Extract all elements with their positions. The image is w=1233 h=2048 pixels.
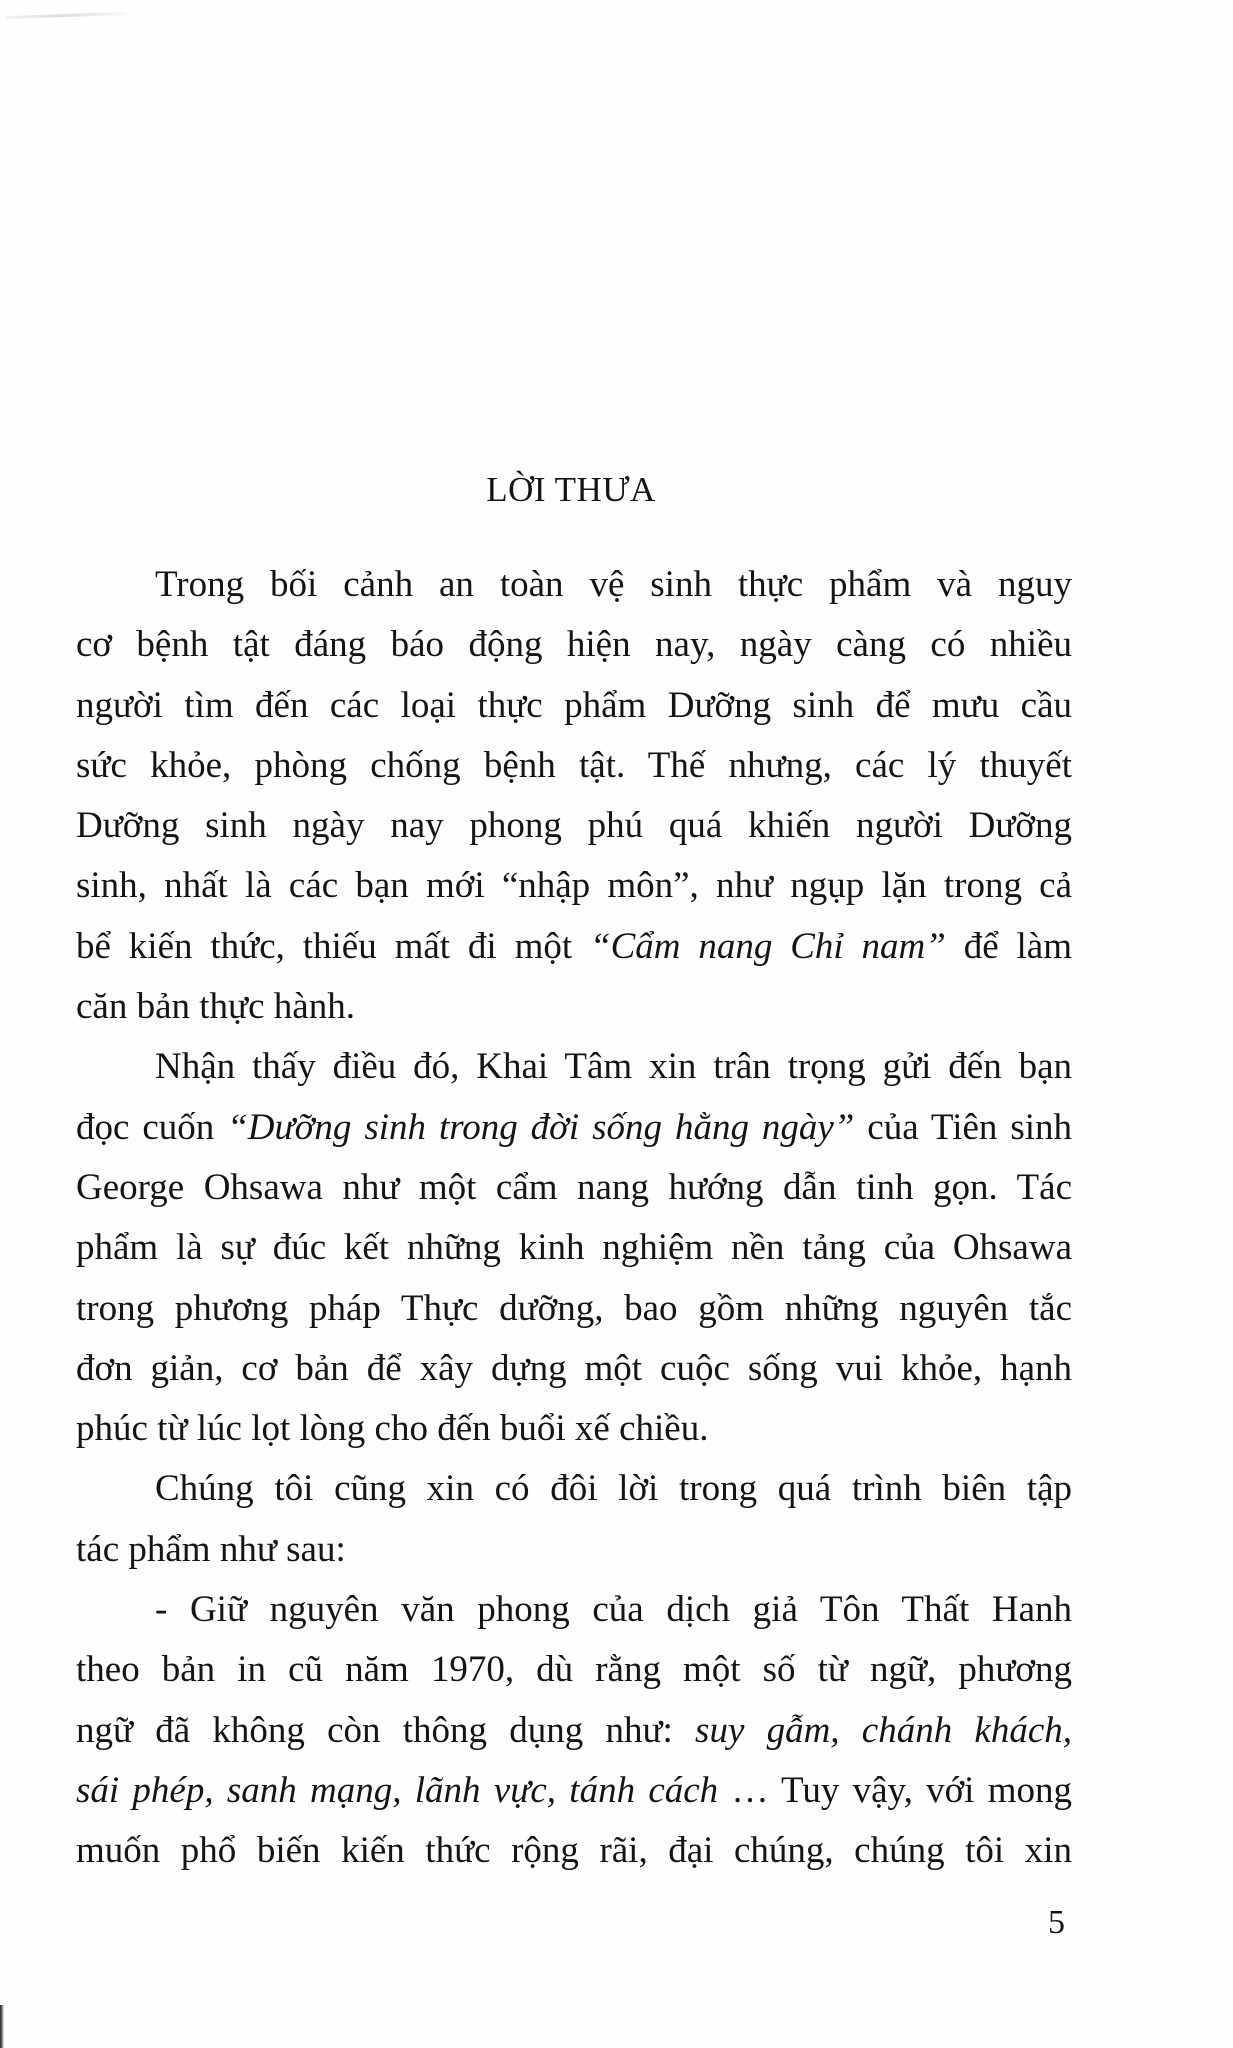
text-line xyxy=(76,1640,1072,1700)
text-run: George Ohsawa như một cẩm nang hướng dẫn tinh gọn. Tác xyxy=(76,1166,1072,1208)
text-run: Trong bối cảnh an toàn vệ sinh thực phẩm và nguy xyxy=(155,564,1072,605)
text-line xyxy=(76,1580,1072,1640)
text-run: muốn phổ biến kiến thức rộng rãi, đại chúng, chúng tôi xin xyxy=(76,1830,1072,1872)
text-line xyxy=(76,1218,1072,1278)
text-run: để làm xyxy=(945,925,1073,967)
page-number: 5 xyxy=(1048,1904,1065,1941)
text-line xyxy=(76,1761,1072,1821)
text-run: Chúng tôi cũng xin có đôi lời trong quá trình biên tập xyxy=(155,1468,1072,1510)
text-run: tác phẩm như sau: xyxy=(76,1528,346,1570)
text-run: phúc từ lúc lọt lòng cho đến buổi xế chiều. xyxy=(76,1408,709,1450)
text-run: bể kiến thức, thiếu mất đi một xyxy=(76,925,591,967)
text-run: của Tiên sinh xyxy=(854,1106,1072,1148)
text-line xyxy=(76,1098,1072,1158)
text-line xyxy=(76,676,1072,736)
text-line xyxy=(76,1037,1072,1097)
text-run: - Giữ nguyên văn phong của dịch giả Tôn Thất Hanh xyxy=(155,1589,1072,1631)
text-run: đơn giản, cơ bản để xây dựng một cuộc sống vui khỏe, hạnh xyxy=(76,1347,1072,1389)
text-line xyxy=(76,856,1072,916)
text-line xyxy=(76,796,1072,856)
text-run: … Tuy vậy, với mong xyxy=(718,1769,1072,1811)
text-line xyxy=(76,736,1072,796)
text-line xyxy=(76,555,1072,615)
text-run: đọc cuốn xyxy=(76,1106,228,1148)
text-line xyxy=(76,615,1072,675)
italic-text: “Cẩm nang Chỉ nam” xyxy=(590,925,946,967)
scan-edge-shadow xyxy=(0,2005,4,2048)
text-run: theo bản in cũ năm 1970, dù rằng một số từ ngữ, phương xyxy=(76,1649,1072,1691)
text-run: sức khỏe, phòng chống bệnh tật. Thế nhưng, các lý thuyết xyxy=(76,744,1072,786)
text-run: căn bản thực hành. xyxy=(76,986,355,1028)
text-line xyxy=(76,1399,1072,1459)
text-run: phẩm là sự đúc kết những kinh nghiệm nền tảng của Ohsawa xyxy=(76,1227,1072,1269)
text-run: người tìm đến các loại thực phẩm Dưỡng sinh để mưu cầu xyxy=(76,684,1072,726)
text-line xyxy=(76,1520,1072,1580)
italic-text: sái phép, sanh mạng, lãnh vực, tánh cách xyxy=(76,1769,719,1811)
text-run: Nhận thấy điều đó, Khai Tâm xin trân trọng gửi đến bạn xyxy=(155,1046,1072,1088)
body-text xyxy=(76,555,1072,1882)
italic-text: “Dưỡng sinh trong đời sống hằng ngày” xyxy=(227,1106,855,1148)
text-line xyxy=(76,917,1072,977)
text-run: Dưỡng sinh ngày nay phong phú quá khiến người Dưỡng xyxy=(76,805,1072,847)
text-line xyxy=(76,1279,1072,1339)
text-run: sinh, nhất là các bạn mới “nhập môn”, như ngụp lặn trong cả xyxy=(76,865,1072,907)
text-run: cơ bệnh tật đáng báo động hiện nay, ngày càng có nhiều xyxy=(76,624,1072,666)
text-line xyxy=(76,1701,1072,1761)
text-run: ngữ đã không còn thông dụng như: xyxy=(76,1709,696,1751)
text-line xyxy=(76,1459,1072,1519)
text-line xyxy=(76,1339,1072,1399)
text-run: trong phương pháp Thực dưỡng, bao gồm những nguyên tắc xyxy=(76,1287,1072,1329)
italic-text: suy gẫm, chánh khách, xyxy=(695,1709,1073,1751)
scan-smudge xyxy=(6,12,126,19)
text-line xyxy=(76,1158,1072,1218)
text-line xyxy=(76,977,1072,1037)
page-title: LỜI THƯA xyxy=(486,470,656,509)
text-line xyxy=(76,1821,1072,1881)
